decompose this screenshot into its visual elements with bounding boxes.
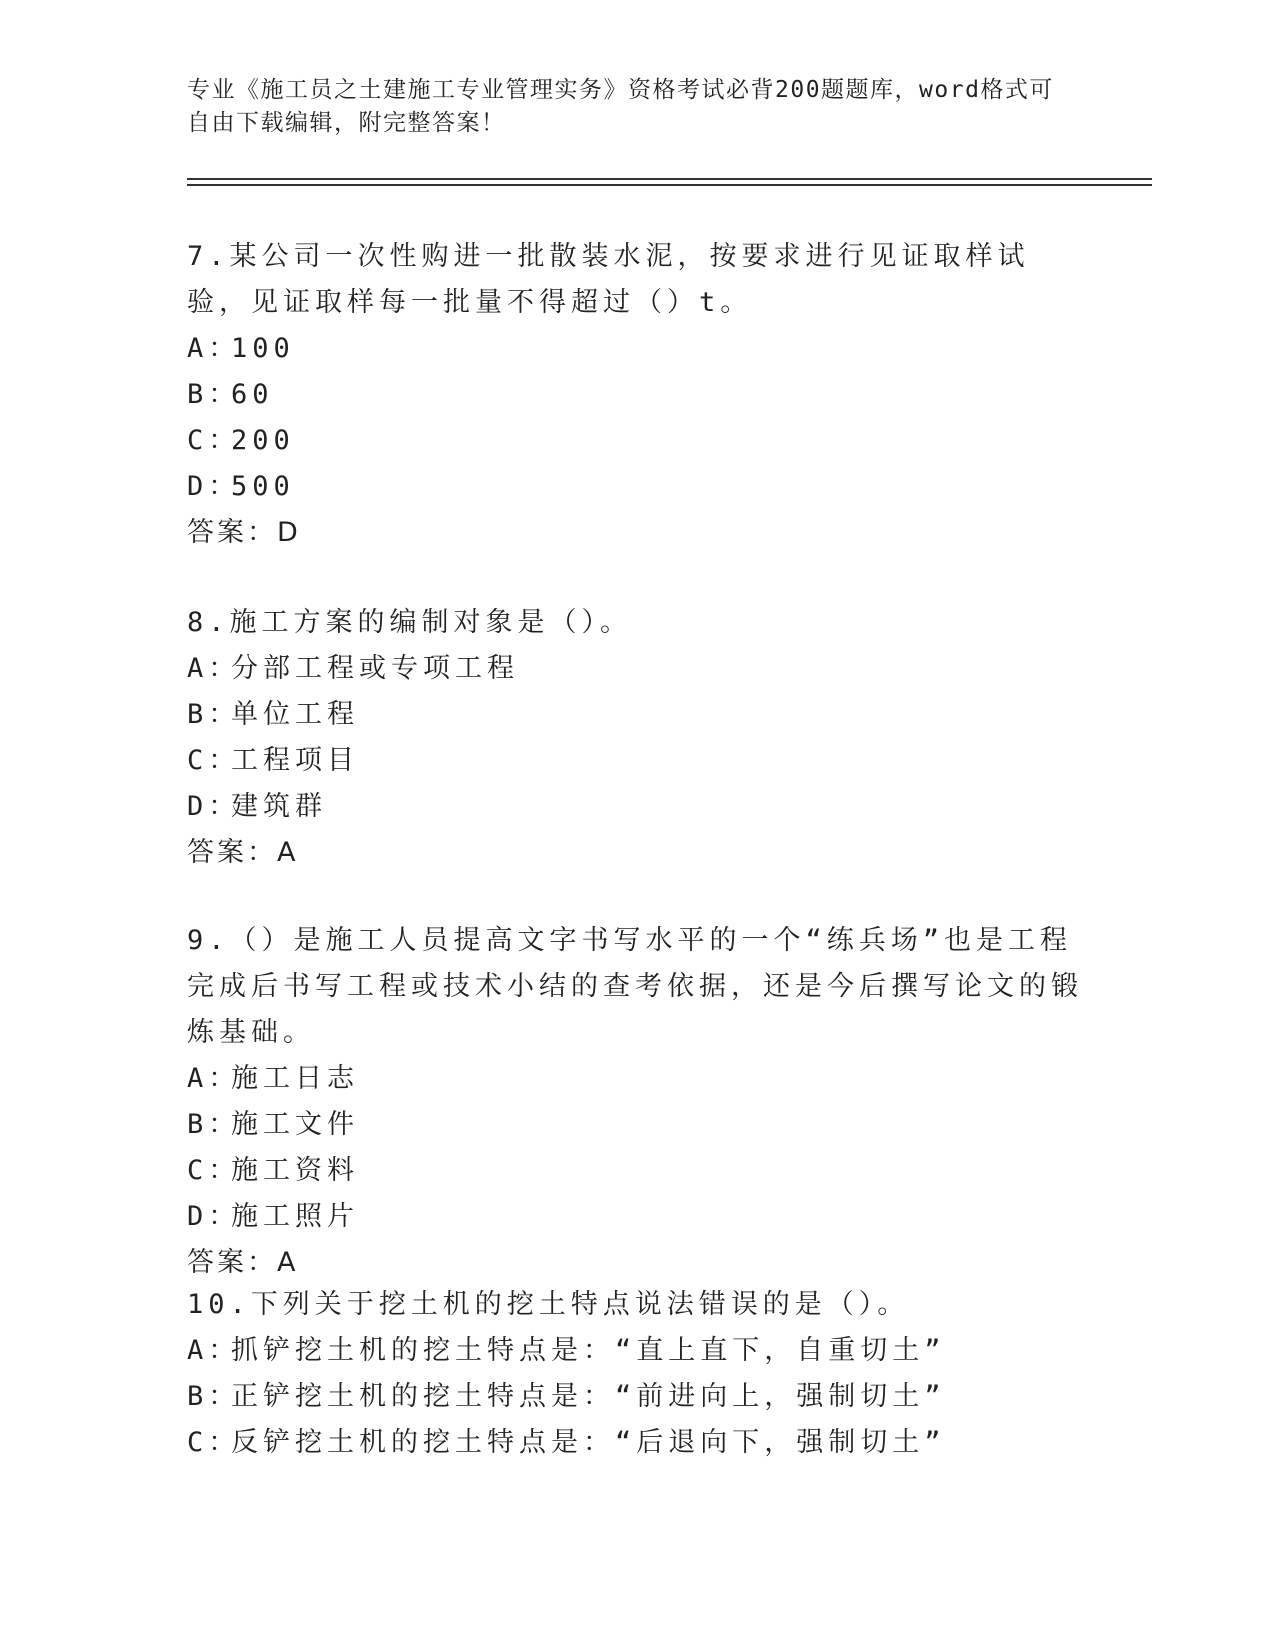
- option-c: [187, 418, 1087, 464]
- option-key: B：: [187, 699, 241, 730]
- question-9: [187, 918, 1087, 1286]
- option-text: 建筑群: [231, 791, 327, 822]
- option-text: 60: [231, 379, 274, 410]
- question-title: 9.（）是施工人员提高文字书写水平的一个“练兵场”也是工程完成后书写工程或技术小结的查考依据，还是今后撰写论文的锻炼基础。: [187, 925, 1083, 1048]
- option-text: 工程项目: [231, 745, 359, 776]
- option-key: B：: [187, 379, 241, 410]
- option-c: [187, 1420, 1087, 1466]
- option-a: [187, 1056, 1087, 1102]
- option-a: [187, 1328, 1087, 1374]
- header-divider-bottom: [187, 184, 1152, 186]
- answer-line: 答案：A: [187, 837, 299, 868]
- option-text: 分部工程或专项工程: [231, 653, 519, 684]
- option-key: B：: [187, 1381, 241, 1412]
- option-key: D：: [187, 1201, 241, 1232]
- option-text: 100: [231, 333, 295, 364]
- option-d: [187, 784, 1087, 830]
- option-key: D：: [187, 471, 241, 502]
- option-b: [187, 1374, 1087, 1420]
- option-key: C：: [187, 425, 241, 456]
- option-text: 施工资料: [231, 1155, 359, 1186]
- option-c: [187, 738, 1087, 784]
- option-d: [187, 1194, 1087, 1240]
- option-key: A：: [187, 1335, 241, 1366]
- document-page: [187, 0, 1152, 1650]
- option-text: 施工日志: [231, 1063, 359, 1094]
- option-d: [187, 464, 1087, 510]
- option-text: 200: [231, 425, 295, 456]
- option-key: A：: [187, 333, 241, 364]
- question-7: [187, 234, 1087, 556]
- option-b: [187, 692, 1087, 738]
- option-key: C：: [187, 1427, 241, 1458]
- option-text: 施工文件: [231, 1109, 359, 1140]
- option-key: D：: [187, 791, 241, 822]
- option-key: A：: [187, 653, 241, 684]
- option-a: [187, 326, 1087, 372]
- option-text: 施工照片: [231, 1201, 359, 1232]
- option-b: [187, 1102, 1087, 1148]
- question-title: 7.某公司一次性购进一批散装水泥，按要求进行见证取样试验，见证取样每一批量不得超过（）t。: [187, 241, 1030, 318]
- option-text: 反铲挖土机的挖土特点是：“后退向下，强制切土”: [231, 1427, 946, 1458]
- option-key: B：: [187, 1109, 241, 1140]
- question-10: [187, 1282, 1087, 1466]
- answer-line: 答案：D: [187, 517, 301, 548]
- document-header: 专业《施工员之土建施工专业管理实务》资格考试必背200题题库，word格式可自由下载编辑，附完整答案！: [187, 77, 1054, 136]
- question-8: [187, 600, 1087, 876]
- answer-line: 答案：A: [187, 1247, 299, 1278]
- question-title: 8.施工方案的编制对象是（）。: [187, 607, 633, 638]
- option-key: C：: [187, 745, 241, 776]
- option-b: [187, 372, 1087, 418]
- option-a: [187, 646, 1087, 692]
- question-title: 10.下列关于挖土机的挖土特点说法错误的是（）。: [187, 1289, 910, 1320]
- option-text: 500: [231, 471, 295, 502]
- option-text: 抓铲挖土机的挖土特点是：“直上直下，自重切土”: [231, 1335, 946, 1366]
- option-text: 单位工程: [231, 699, 359, 730]
- option-text: 正铲挖土机的挖土特点是：“前进向上，强制切土”: [231, 1381, 946, 1412]
- option-key: A：: [187, 1063, 241, 1094]
- option-key: C：: [187, 1155, 241, 1186]
- option-c: [187, 1148, 1087, 1194]
- header-divider-top: [187, 178, 1152, 180]
